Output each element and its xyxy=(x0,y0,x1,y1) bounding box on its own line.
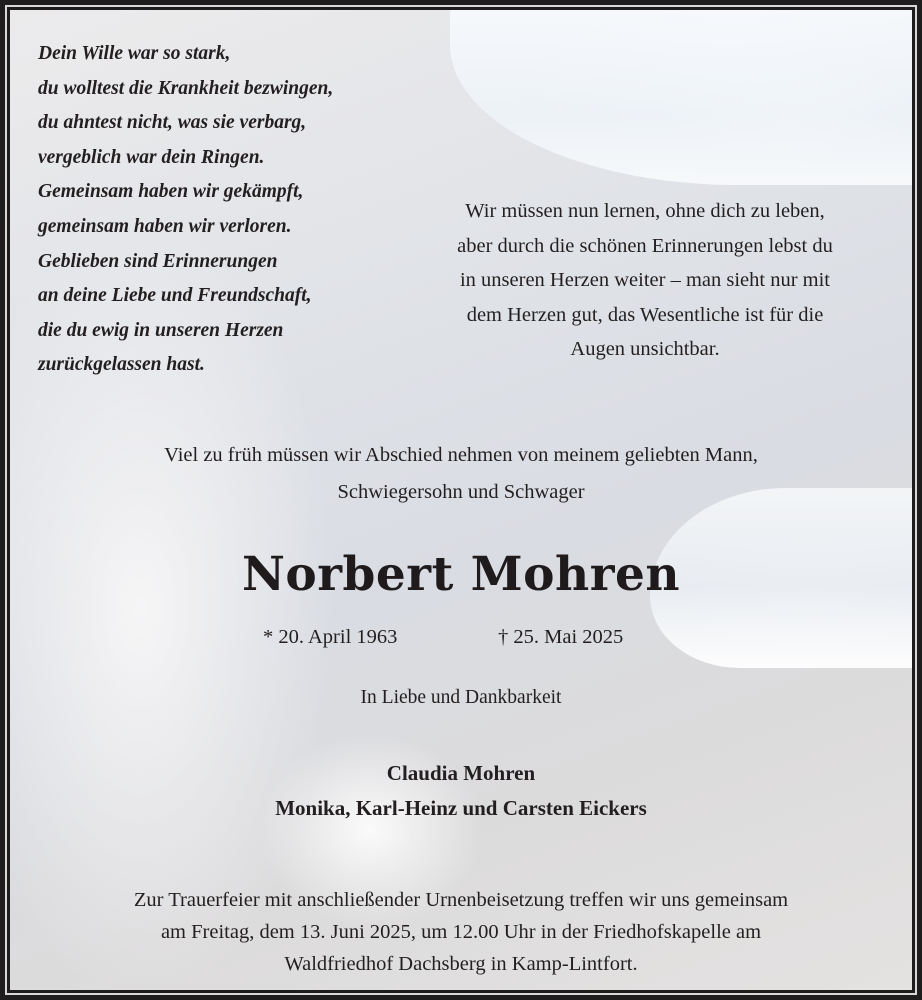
poem-line: Geblieben sind Erinnerungen xyxy=(38,250,278,272)
poem-line: Dein Wille war so stark, xyxy=(38,43,231,64)
poem-line: die du ewig in unseren Herzen xyxy=(38,319,284,341)
ceremony-info xyxy=(10,884,912,980)
quote xyxy=(410,194,880,367)
death-date: † 25. Mai 2025 xyxy=(498,626,624,648)
birth-date: * 20. April 1963 xyxy=(263,626,398,648)
quote-line: Wir müssen nun lernen, ohne dich zu leben, xyxy=(465,200,825,222)
deceased-name: Norbert Mohren xyxy=(241,547,681,602)
poem-line: zurückgelassen hast. xyxy=(38,354,205,376)
poem-line: gemeinsam haben wir verloren. xyxy=(38,215,292,237)
mourner-line: Monika, Karl-Heinz und Carsten Eickers xyxy=(275,796,647,820)
ceremony-line: am Freitag, dem 13. Juni 2025, um 12.00 Uhr in der Friedhofskapelle am xyxy=(160,921,762,943)
ceremony-line: Waldfriedhof Dachsberg in Kamp-Lintfort. xyxy=(284,953,638,975)
farewell-intro xyxy=(10,437,912,511)
poem-line: du wolltest die Krankheit bezwingen, xyxy=(38,77,334,99)
wave-foam-top xyxy=(450,10,912,185)
quote-line: Augen unsichtbar. xyxy=(570,338,720,360)
quote-line: dem Herzen gut, das Wesentliche ist für die xyxy=(466,303,824,326)
intro-line: Schwiegersohn und Schwager xyxy=(337,481,585,503)
poem-line: du ahntest nicht, was sie verbarg, xyxy=(38,112,307,134)
life-dates xyxy=(10,626,912,656)
mourners xyxy=(10,756,912,826)
poem xyxy=(38,37,333,383)
mourner-line: Claudia Mohren xyxy=(386,761,536,785)
poem-line: an deine Liebe und Freundschaft, xyxy=(38,285,312,307)
quote-line: aber durch die schönen Erinnerungen lebst du xyxy=(457,234,833,257)
ceremony-line: Zur Trauerfeier mit anschließender Urnenbeisetzung treffen wir uns gemeinsam xyxy=(133,889,789,911)
intro-line: Viel zu früh müssen wir Abschied nehmen von meinem geliebten Mann, xyxy=(164,444,758,466)
quote-line: in unseren Herzen weiter – man sieht nur mit xyxy=(459,269,831,291)
poem-line: Gemeinsam haben wir gekämpft, xyxy=(38,181,304,203)
obituary-frame xyxy=(5,5,917,995)
closing-phrase: In Liebe und Dankbarkeit xyxy=(360,687,562,708)
poem-line: vergeblich war dein Ringen. xyxy=(38,146,265,168)
beach-background xyxy=(10,10,912,990)
